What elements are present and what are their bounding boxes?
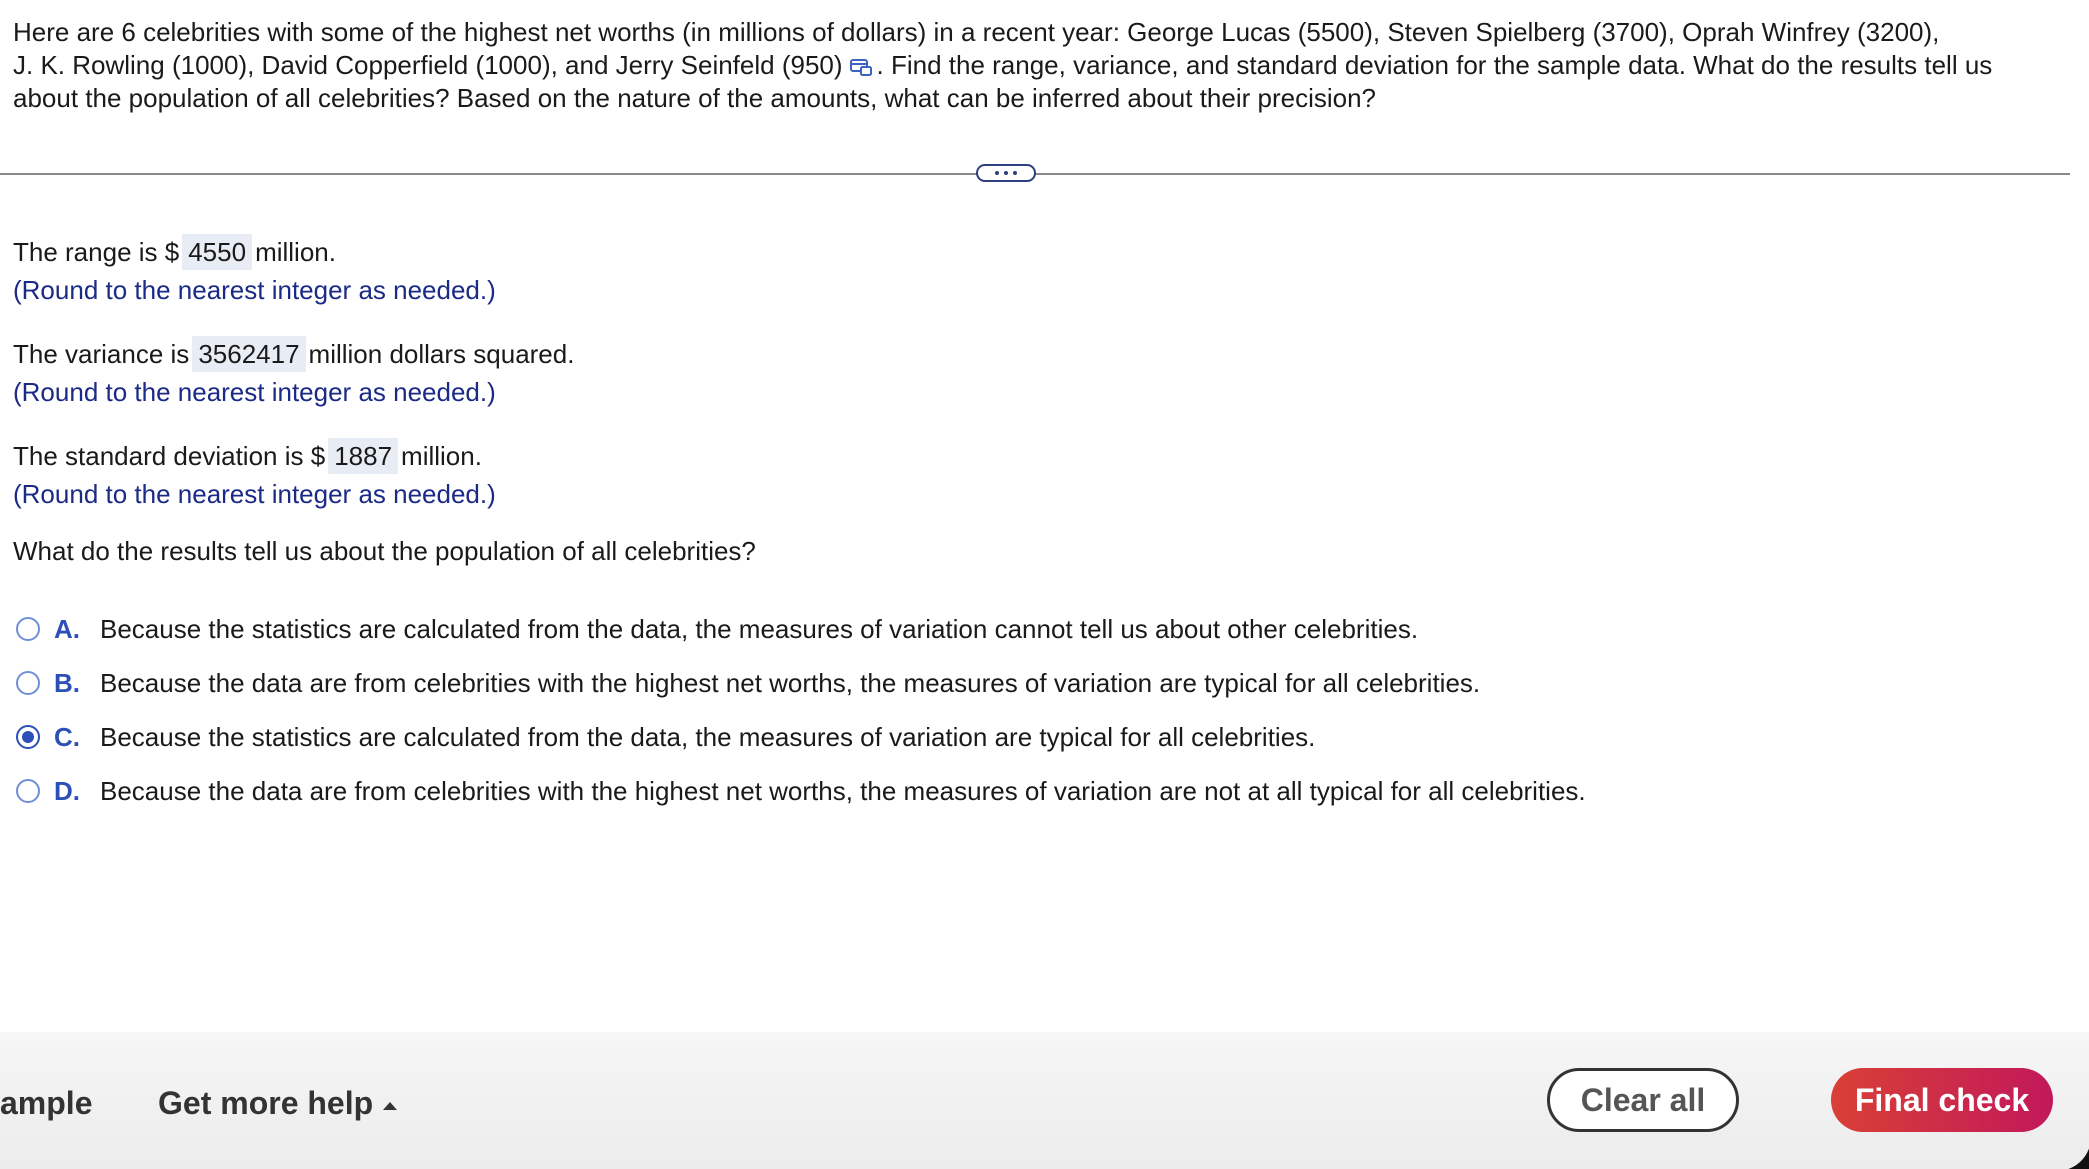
range-suffix: million.	[255, 237, 336, 267]
variance-answer-line	[13, 336, 574, 372]
variance-suffix: million dollars squared.	[308, 339, 575, 369]
more-dot-icon	[995, 171, 999, 175]
option-b[interactable]	[16, 666, 1480, 700]
std-dev-suffix: million.	[401, 441, 482, 471]
final-check-button[interactable]: Final check	[1831, 1068, 2053, 1132]
window-corner	[2059, 1139, 2089, 1169]
radio-selected-dot-icon	[22, 731, 34, 743]
option-letter: A.	[54, 613, 80, 644]
variance-prefix: The variance is	[13, 339, 190, 369]
question-line-3: about the population of all celebrities? Based on the nature of the amounts, what can be inferred about their precision?	[13, 83, 1377, 113]
option-letter: B.	[54, 667, 80, 698]
view-example-button[interactable]: ample	[0, 1085, 93, 1121]
std-dev-hint: (Round to the nearest integer as needed.)	[13, 479, 496, 509]
variance-answer-box[interactable]: 3562417	[192, 336, 305, 372]
option-letter: D.	[54, 775, 80, 806]
variance-hint: (Round to the nearest integer as needed.)	[13, 377, 496, 407]
range-hint: (Round to the nearest integer as needed.)	[13, 275, 496, 305]
get-more-help-label: Get more help	[158, 1085, 374, 1121]
expand-more-button[interactable]	[976, 164, 1036, 182]
std-dev-prefix: The standard deviation is $	[13, 441, 326, 471]
radio-button-a[interactable]	[16, 617, 40, 641]
radio-button-b[interactable]	[16, 671, 40, 695]
std-dev-answer-box[interactable]: 1887	[328, 438, 398, 474]
more-dot-icon	[1004, 171, 1008, 175]
option-text: Because the statistics are calculated from the data, the measures of variation are typical for all celebrities.	[100, 721, 1316, 752]
question-line-2-start: J. K. Rowling (1000), David Copperfield (1000), and Jerry Seinfeld (950)	[13, 50, 843, 80]
more-dot-icon	[1013, 171, 1017, 175]
option-text: Because the data are from celebrities with the highest net worths, the measures of variation are typical for all celebrities.	[100, 667, 1481, 698]
data-table-icon[interactable]	[849, 52, 873, 72]
range-prefix: The range is $	[13, 237, 180, 267]
question-text	[13, 16, 2053, 115]
radio-button-d[interactable]	[16, 779, 40, 803]
option-text: Because the statistics are calculated from the data, the measures of variation cannot tell us about other celebrities.	[100, 613, 1419, 644]
clear-all-button[interactable]: Clear all	[1547, 1068, 1739, 1132]
option-c[interactable]	[16, 720, 1315, 754]
option-text: Because the data are from celebrities with the highest net worths, the measures of variation are not at all typical for all celebrities.	[100, 775, 1586, 806]
question-line-2-end: . Find the range, variance, and standard deviation for the sample data. What do the results tell us	[876, 50, 1993, 80]
get-more-help-button[interactable]	[158, 1085, 397, 1122]
range-answer-box[interactable]: 4550	[182, 234, 252, 270]
question-line-2	[13, 49, 2053, 82]
range-answer-line	[13, 234, 336, 270]
option-letter: C.	[54, 721, 80, 752]
option-a[interactable]	[16, 612, 1418, 646]
option-d[interactable]	[16, 774, 1586, 808]
std-dev-answer-line	[13, 438, 482, 474]
question-line-1: Here are 6 celebrities with some of the highest net worths (in millions of dollars) in a recent year: George Lucas (5500), Steven Spielberg (3700), Oprah Winfrey (3200),	[13, 17, 1940, 47]
radio-button-c-selected[interactable]	[16, 725, 40, 749]
caret-up-icon	[383, 1102, 397, 1110]
population-question: What do the results tell us about the population of all celebrities?	[13, 536, 756, 566]
